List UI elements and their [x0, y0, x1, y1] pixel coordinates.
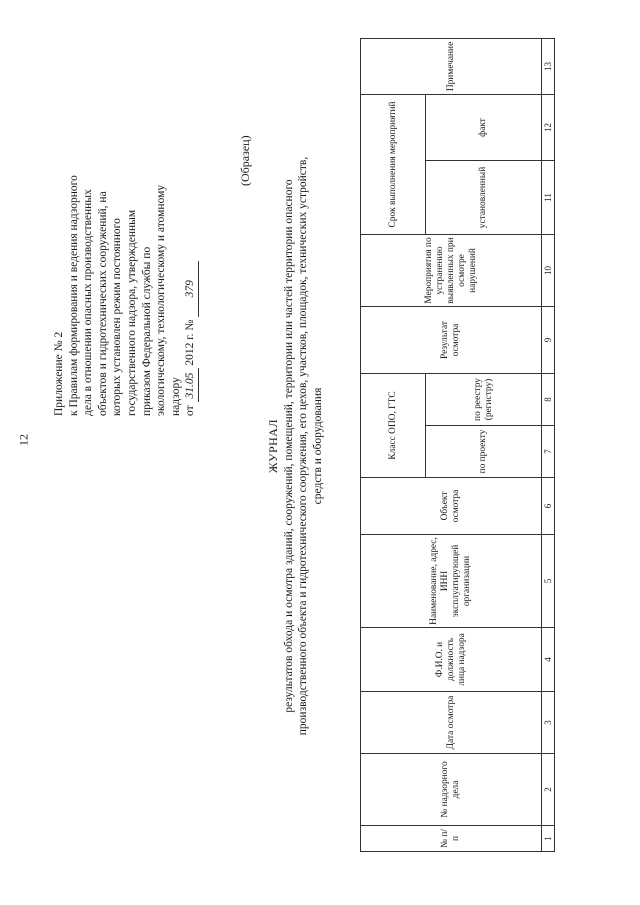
column-number: 8 [542, 373, 555, 425]
header-date: Дата осмотра [361, 692, 542, 754]
sample-label: (Образец) [238, 135, 252, 186]
order-year: 2012 г. № [184, 319, 197, 366]
header-result: Результат осмотра [361, 306, 542, 373]
header-person: Ф.И.О. и должность лица надзора [361, 628, 542, 692]
appendix-line: Приложение № 2 [53, 331, 65, 416]
column-number: 2 [542, 754, 555, 826]
appendix-line: которых установлен режим постоянного [111, 218, 124, 416]
header-class-group: Класс ОПО, ГТС [361, 373, 426, 477]
header-case: № надзорного дела [361, 754, 542, 826]
rotated-document [42, 16, 602, 876]
column-number: 6 [542, 478, 555, 535]
appendix-block [52, 36, 199, 416]
column-number: 3 [542, 692, 555, 754]
order-prefix: от [184, 405, 197, 416]
appendix-line: экологическому, технологическому и атомному [155, 184, 168, 416]
header-class-registry: по реестру (регистру) [426, 373, 542, 425]
journal-table [360, 38, 555, 852]
header-class-project: по проекту [426, 426, 542, 478]
appendix-line: дела в отношении опасных производственных [82, 189, 95, 416]
appendix-line: приказом Федеральной службы по [140, 246, 153, 416]
journal-subtitle-line: результатов обхода и осмотра зданий, сооружений, помещений, территории или частей территории опасного [282, 179, 295, 713]
column-number: 4 [542, 628, 555, 692]
header-deadline-group: Срок выполнения мероприятий [361, 94, 426, 234]
column-number: 13 [542, 38, 555, 94]
column-number: 11 [542, 160, 555, 234]
order-line [183, 36, 199, 416]
page-number: 12 [16, 434, 31, 446]
column-number: 5 [542, 535, 555, 628]
header-object: Объект осмотра [361, 478, 542, 535]
order-date: 31.05 [183, 369, 199, 403]
column-number-row [542, 38, 555, 851]
appendix-line: надзору [169, 377, 182, 416]
appendix-line: объектов и гидротехнических сооружений, на [96, 191, 109, 416]
column-number: 7 [542, 426, 555, 478]
order-number: 379 [183, 261, 199, 317]
table-header-row [361, 38, 426, 851]
header-deadline-fact: факт [426, 94, 542, 160]
column-number: 1 [542, 826, 555, 852]
header-measures: Мероприятия по устранению выявленных при осмотре нарушений [361, 234, 542, 306]
journal-title: ЖУРНАЛ [266, 418, 280, 474]
column-number: 12 [542, 94, 555, 160]
column-number: 10 [542, 234, 555, 306]
header-org: Наименование, адрес, ИНН эксплуатирующей организации [361, 535, 542, 628]
header-no: № п/п [361, 826, 542, 852]
journal-subtitle-line: производственного объекта и гидротехнического сооружения, его цехов, участков, площадок, технических устройств, [297, 156, 309, 736]
journal-heading [266, 76, 325, 816]
appendix-line: государственного надзора, утвержденным [125, 209, 138, 416]
column-number: 9 [542, 306, 555, 373]
appendix-line: к Правилам формирования и ведения надзорного [67, 175, 80, 416]
header-deadline-set: установленный [426, 160, 542, 234]
header-note: Примечание [361, 38, 542, 94]
journal-subtitle-line: средств и оборудования [311, 387, 324, 505]
